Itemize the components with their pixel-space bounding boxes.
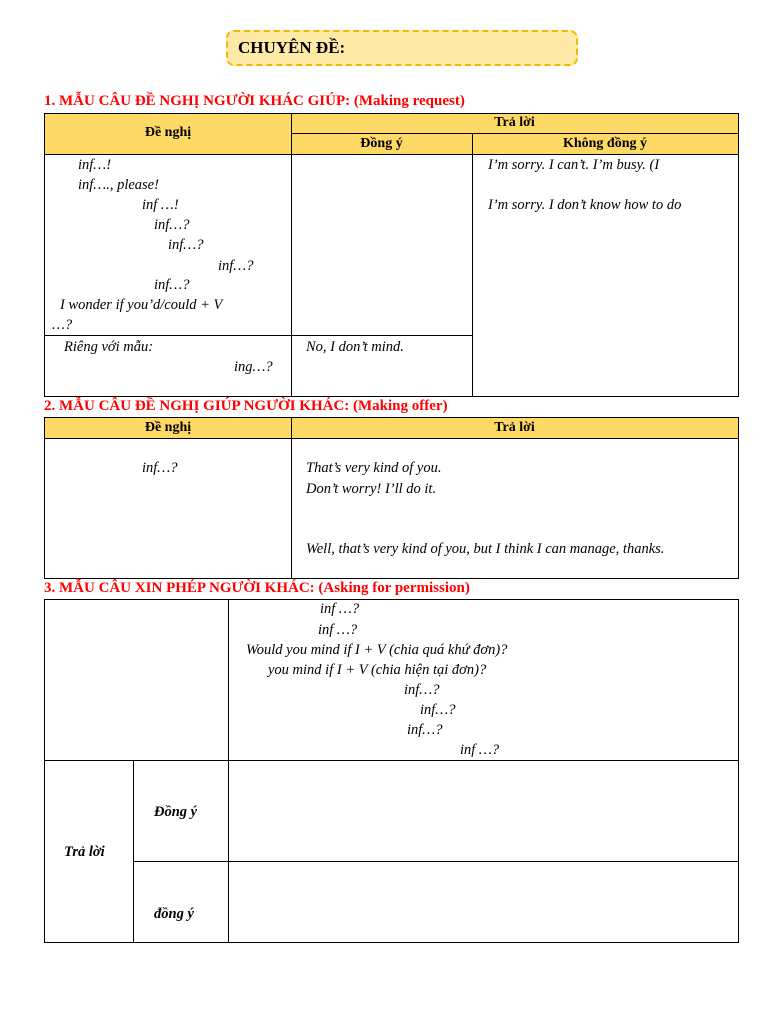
s1-request-line: …? <box>52 317 73 333</box>
s2-col-offer: Đề nghị <box>144 420 192 435</box>
s3-ask-line: inf…? <box>420 702 456 718</box>
s1-request-line: inf…? <box>154 277 190 293</box>
s3-disagree-label: đồng ý <box>154 906 194 922</box>
page-title: CHUYÊN ĐỀ: <box>238 38 346 57</box>
s1-disagree-line: I’m sorry. I can’t. I’m busy. (I <box>488 157 660 173</box>
s2-reply-line: Don’t worry! I’ll do it. <box>306 481 437 497</box>
s1-request-line: inf …! <box>142 197 179 213</box>
s2-reply-line: That’s very kind of you. <box>306 460 442 476</box>
s3-ask-line: inf…? <box>407 722 443 738</box>
s1-request-line: inf…? <box>154 217 190 233</box>
section1-heading: 1. MẪU CÂU ĐỀ NGHỊ NGƯỜI KHÁC GIÚP: (Making request) <box>44 93 465 109</box>
s1-special-agree: No, I don’t mind. <box>306 339 404 355</box>
s3-ask-line: inf …? <box>320 601 360 617</box>
s1-request-line: inf…? <box>218 258 254 274</box>
s3-reply-label: Trả lời <box>64 844 105 860</box>
s1-col-agree: Đồng ý <box>360 136 403 151</box>
s1-col-request: Đề nghị <box>144 125 192 140</box>
section3-heading: 3. MẪU CÂU XIN PHÉP NGƯỜI KHÁC: (Asking for permission) <box>44 580 470 596</box>
s1-col-disagree: Không đồng ý <box>562 136 648 151</box>
s1-request-line: I wonder if you’d/could + V <box>60 297 223 313</box>
s1-disagree-line: I’m sorry. I don’t know how to do <box>488 197 682 213</box>
s3-ask-line: Would you mind if I + V (chia quá khứ đơn)? <box>246 642 508 658</box>
s2-offer-line: inf…? <box>142 460 178 476</box>
s1-request-line: inf…! <box>78 157 112 173</box>
s2-reply-line: Well, that’s very kind of you, but I think I can manage, thanks. <box>306 541 665 557</box>
s1-request-line: inf…? <box>168 237 204 253</box>
s1-col-reply: Trả lời <box>494 115 535 130</box>
s3-agree-label: Đồng ý <box>154 804 198 820</box>
s3-ask-line: inf …? <box>318 622 358 638</box>
s2-col-reply: Trả lời <box>494 420 535 435</box>
s1-request-line: inf…., please! <box>78 177 159 193</box>
section2-heading: 2. MẪU CÂU ĐỀ NGHỊ GIÚP NGƯỜI KHÁC: (Making offer) <box>44 398 448 414</box>
s3-ask-line: inf…? <box>404 682 440 698</box>
s3-ask-line: inf …? <box>460 742 500 758</box>
s1-special-pattern: ing…? <box>234 359 273 375</box>
s3-ask-line: you mind if I + V (chia hiện tại đơn)? <box>268 662 487 678</box>
s1-special-label: Riêng với mẫu: <box>64 339 154 355</box>
